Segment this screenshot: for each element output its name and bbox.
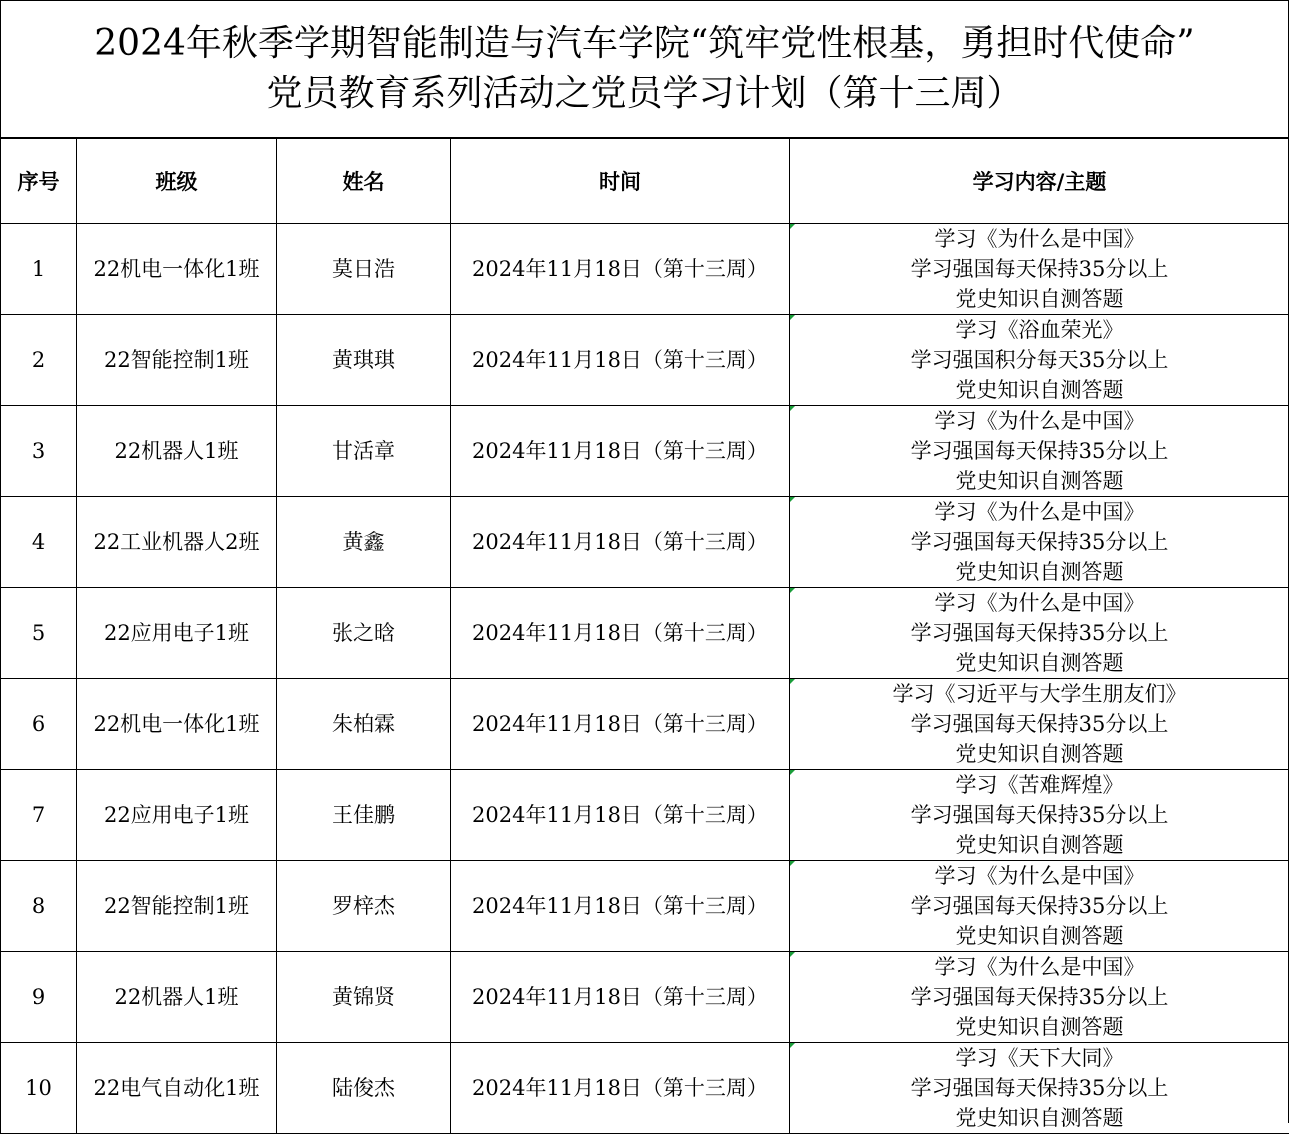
content-line: 党史知识自测答题 <box>790 557 1289 587</box>
content-line: 学习强国每天保持35分以上 <box>790 436 1289 466</box>
time-cell[interactable]: 2024年11月18日（第十三周） <box>451 679 790 770</box>
time-cell[interactable]: 2024年11月18日（第十三周） <box>451 861 790 952</box>
cell-comment-marker <box>790 861 795 866</box>
title-line-2: 党员教育系列活动之党员学习计划（第十三周） <box>266 69 1022 119</box>
content-line: 党史知识自测答题 <box>790 830 1289 860</box>
content-line: 党史知识自测答题 <box>790 284 1289 314</box>
class-cell[interactable]: 22电气自动化1班 <box>77 1043 277 1134</box>
header-content[interactable]: 学习内容/主题 <box>790 139 1289 224</box>
table-row <box>1 406 1289 497</box>
table-row <box>1 497 1289 588</box>
content-cell[interactable] <box>790 952 1289 1043</box>
time-cell[interactable]: 2024年11月18日（第十三周） <box>451 497 790 588</box>
content-cell[interactable] <box>790 224 1289 315</box>
time-cell[interactable]: 2024年11月18日（第十三周） <box>451 1043 790 1134</box>
content-line: 学习《为什么是中国》 <box>790 224 1289 254</box>
cell-comment-marker <box>790 1043 795 1048</box>
content-line: 学习强国每天保持35分以上 <box>790 1073 1289 1103</box>
table-row <box>1 861 1289 952</box>
name-cell[interactable]: 陆俊杰 <box>277 1043 451 1134</box>
content-line: 学习《为什么是中国》 <box>790 406 1289 436</box>
time-cell[interactable]: 2024年11月18日（第十三周） <box>451 315 790 406</box>
index-cell[interactable]: 10 <box>1 1043 77 1134</box>
class-cell[interactable]: 22智能控制1班 <box>77 315 277 406</box>
name-cell[interactable]: 莫日浩 <box>277 224 451 315</box>
content-cell[interactable] <box>790 861 1289 952</box>
content-line: 党史知识自测答题 <box>790 739 1289 769</box>
content-line: 学习《习近平与大学生朋友们》 <box>790 679 1289 709</box>
class-cell[interactable]: 22机器人1班 <box>77 952 277 1043</box>
name-cell[interactable]: 黄琪琪 <box>277 315 451 406</box>
content-cell[interactable] <box>790 588 1289 679</box>
class-cell[interactable]: 22智能控制1班 <box>77 861 277 952</box>
index-cell[interactable]: 3 <box>1 406 77 497</box>
content-line: 学习强国每天保持35分以上 <box>790 709 1289 739</box>
class-cell[interactable]: 22工业机器人2班 <box>77 497 277 588</box>
header-time[interactable]: 时间 <box>451 139 790 224</box>
index-cell[interactable]: 7 <box>1 770 77 861</box>
study-plan-table <box>0 138 1289 1134</box>
time-cell[interactable]: 2024年11月18日（第十三周） <box>451 406 790 497</box>
index-cell[interactable]: 5 <box>1 588 77 679</box>
content-line: 学习强国每天保持35分以上 <box>790 254 1289 284</box>
cell-comment-marker <box>790 770 795 775</box>
table-row <box>1 224 1289 315</box>
content-line: 学习《天下大同》 <box>790 1043 1289 1073</box>
content-cell[interactable] <box>790 770 1289 861</box>
content-line: 党史知识自测答题 <box>790 1103 1289 1133</box>
content-cell[interactable] <box>790 406 1289 497</box>
class-cell[interactable]: 22机电一体化1班 <box>77 224 277 315</box>
content-line: 学习《为什么是中国》 <box>790 952 1289 982</box>
content-line: 学习强国每天保持35分以上 <box>790 800 1289 830</box>
class-cell[interactable]: 22机电一体化1班 <box>77 679 277 770</box>
content-line: 党史知识自测答题 <box>790 1012 1289 1042</box>
class-cell[interactable]: 22机器人1班 <box>77 406 277 497</box>
table-row <box>1 679 1289 770</box>
header-index[interactable]: 序号 <box>1 139 77 224</box>
name-cell[interactable]: 甘活章 <box>277 406 451 497</box>
time-cell[interactable]: 2024年11月18日（第十三周） <box>451 224 790 315</box>
content-line: 党史知识自测答题 <box>790 648 1289 678</box>
table-row <box>1 1043 1289 1134</box>
content-line: 学习《为什么是中国》 <box>790 861 1289 891</box>
index-cell[interactable]: 1 <box>1 224 77 315</box>
content-line: 党史知识自测答题 <box>790 921 1289 951</box>
header-name[interactable]: 姓名 <box>277 139 451 224</box>
content-line: 学习强国每天保持35分以上 <box>790 982 1289 1012</box>
content-cell[interactable] <box>790 497 1289 588</box>
index-cell[interactable]: 6 <box>1 679 77 770</box>
content-line: 学习《苦难辉煌》 <box>790 770 1289 800</box>
name-cell[interactable]: 黄鑫 <box>277 497 451 588</box>
class-cell[interactable]: 22应用电子1班 <box>77 770 277 861</box>
document-title <box>1 0 1288 138</box>
index-cell[interactable]: 8 <box>1 861 77 952</box>
content-line: 学习《为什么是中国》 <box>790 497 1289 527</box>
table-row <box>1 952 1289 1043</box>
table-header-row <box>1 139 1289 224</box>
header-class[interactable]: 班级 <box>77 139 277 224</box>
content-line: 学习强国每天保持35分以上 <box>790 527 1289 557</box>
table-row <box>1 770 1289 861</box>
content-cell[interactable] <box>790 1043 1289 1134</box>
content-line: 党史知识自测答题 <box>790 375 1289 405</box>
table-body <box>1 224 1289 1134</box>
cell-comment-marker <box>790 497 795 502</box>
time-cell[interactable]: 2024年11月18日（第十三周） <box>451 770 790 861</box>
name-cell[interactable]: 罗梓杰 <box>277 861 451 952</box>
content-line: 学习强国积分每天35分以上 <box>790 345 1289 375</box>
time-cell[interactable]: 2024年11月18日（第十三周） <box>451 588 790 679</box>
name-cell[interactable]: 黄锦贤 <box>277 952 451 1043</box>
content-line: 学习强国每天保持35分以上 <box>790 891 1289 921</box>
content-line: 党史知识自测答题 <box>790 466 1289 496</box>
time-cell[interactable]: 2024年11月18日（第十三周） <box>451 952 790 1043</box>
cell-comment-marker <box>790 588 795 593</box>
cell-comment-marker <box>790 224 795 229</box>
content-cell[interactable] <box>790 679 1289 770</box>
title-line-1: 2024年秋季学期智能制造与汽车学院“筑牢党性根基，勇担时代使命” <box>94 19 1194 69</box>
cell-comment-marker <box>790 315 795 320</box>
content-line: 学习《浴血荣光》 <box>790 315 1289 345</box>
class-cell[interactable]: 22应用电子1班 <box>77 588 277 679</box>
cell-comment-marker <box>790 406 795 411</box>
cell-comment-marker <box>790 679 795 684</box>
name-cell[interactable]: 张之晗 <box>277 588 451 679</box>
cell-comment-marker <box>790 952 795 957</box>
content-line: 学习《为什么是中国》 <box>790 588 1289 618</box>
table-row <box>1 588 1289 679</box>
index-cell[interactable]: 9 <box>1 952 77 1043</box>
index-cell[interactable]: 4 <box>1 497 77 588</box>
content-line: 学习强国每天保持35分以上 <box>790 618 1289 648</box>
content-cell[interactable] <box>790 315 1289 406</box>
name-cell[interactable]: 王佳鹏 <box>277 770 451 861</box>
table-row <box>1 315 1289 406</box>
index-cell[interactable]: 2 <box>1 315 77 406</box>
name-cell[interactable]: 朱柏霖 <box>277 679 451 770</box>
